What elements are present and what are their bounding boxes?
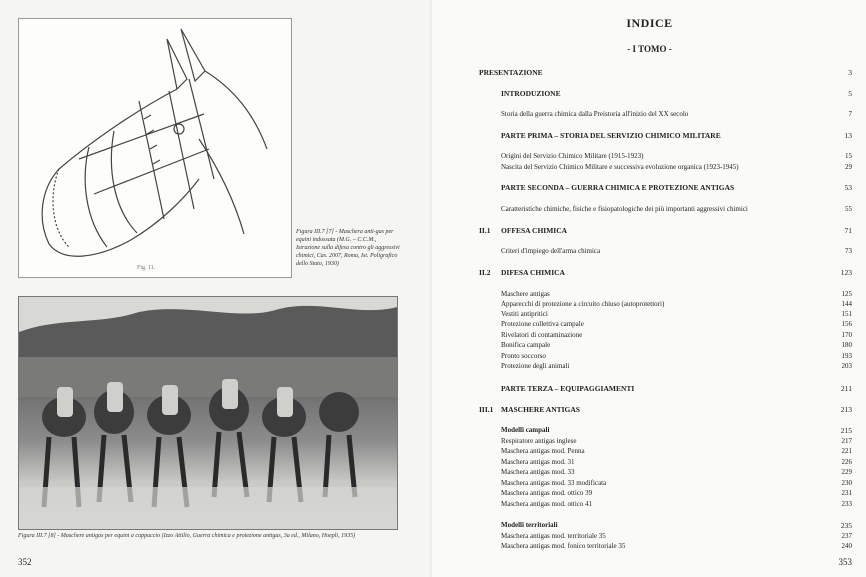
toc-entry-page: 125 [841,290,852,298]
toc-entry-page: 226 [841,458,852,466]
toc-entry-title: Rivelatori di contaminazione [501,331,583,339]
toc-entry-page: 230 [841,479,852,487]
toc-entry-title: PARTE PRIMA – STORIA DEL SERVIZIO CHIMICO MILITARE [501,131,721,140]
toc-entry [433,110,866,121]
toc-entry-page: 237 [841,532,852,540]
toc-entry-number: III.1 [479,405,494,414]
index-title: INDICE [626,16,673,30]
toc-entry-page: 193 [841,352,852,360]
toc-entry-title: Pronto soccorso [501,352,546,360]
toc-entry-page: 73 [845,247,852,255]
toc-entry-page: 144 [841,300,852,308]
toc-entry-title: Nascita del Servizio Chimico Militare e successiva evoluzione organica (1923-1945) [501,163,739,171]
toc-entry [433,152,866,163]
toc-entry [433,521,866,532]
toc-entry-page: 13 [844,131,852,140]
toc-entry [433,247,866,258]
toc-entry-title: Respiratore antigas inglese [501,437,577,445]
toc-entry [433,163,866,174]
toc-entry-title: DIFESA CHIMICA [501,268,565,277]
figure1-caption: Figura III.7 [7] - Maschera anti-gas per equini indossata (M.G. – C.C.M., Istruzione sulla difesa contro gli aggressivi chimici, Cas. 2007, Roma, Ist. Poligrafico dello Stato, 1930) [296,229,400,267]
toc-entry [433,226,866,237]
toc-entry-page: 123 [840,268,852,277]
figure-inner-label: Fig. 11. [137,265,156,271]
toc-entry [433,489,866,500]
toc-entry-page: 180 [841,341,852,349]
toc-entry-page: 213 [840,405,852,414]
toc-entry-title: MASCHERE ANTIGAS [501,405,580,414]
toc-entry-title: Maschera antigas mod. 31 [501,458,575,466]
toc-entry-title: Maschere antigas [501,290,550,298]
toc-entry-title: Criteri d'impiego dell'arma chimica [501,247,601,255]
right-page [433,0,866,577]
toc-entry [433,384,866,395]
toc-entry [433,341,866,352]
page-number-right: 353 [838,557,852,567]
figure2-caption: Figura III.7 [8] - Maschere antigas per equini a cappuccio (Izzo Attilio, Guerra chimica e protezione antigas, 3a ed., Milano, Hoepli, 1935) [18,533,356,539]
toc-entry-title: Apparecchi di protezione a circuito chiuso (autoprotettori) [501,300,665,308]
toc-entry-title: PARTE TERZA – EQUIPAGGIAMENTI [501,384,635,393]
toc-entry-number: II.1 [479,226,491,235]
toc-entry-title: Caratteristiche chimiche, fisiche e fisiopatologiche dei più importanti aggressivi chimici [501,205,748,213]
index-subtitle: - I TOMO - [627,44,672,54]
toc-entry-title: Maschera antigas mod. Penna [501,447,585,455]
toc-entry-page: 233 [841,500,852,508]
toc-entry-title: Protezione collettiva campale [501,320,584,328]
toc-entry-title: Origini del Servizio Chimico Militare (1915-1923) [501,152,644,160]
toc-entry-page: 3 [848,68,852,77]
toc-entry-page: 151 [841,310,852,318]
toc-entry-title: Maschera antigas mod. territoriale 35 [501,532,606,540]
horse-mask-illustration [19,19,291,277]
toc-entry [433,426,866,437]
toc-entry-title: Maschera antigas mod. ottico 39 [501,489,593,497]
toc-entry-title: OFFESA CHIMICA [501,226,568,235]
toc-entry-page: 221 [841,447,852,455]
toc-entry-title: Modelli territoriali [501,521,558,529]
toc-entry-title: Modelli campali [501,426,550,434]
toc-entry [433,447,866,458]
toc-entry [433,183,866,194]
toc-entry-page: 231 [841,489,852,497]
toc-entry-page: 215 [840,426,852,435]
toc-entry-title: Maschera antigas mod. 33 modificata [501,479,607,487]
parade-photo [19,297,397,529]
toc-entry-page: 211 [841,384,852,393]
toc-entry-page: 229 [841,468,852,476]
toc-entry-number: II.2 [479,268,491,277]
toc-entry [433,542,866,553]
figure-horse-gas-mask-drawing [18,18,292,278]
toc-entry-title: PARTE SECONDA – GUERRA CHIMICA E PROTEZIONE ANTIGAS [501,183,735,192]
toc-entry [433,268,866,279]
toc-entry-title: Maschera antigas mod. ottico 41 [501,500,593,508]
toc-entry [433,362,866,373]
toc-entry-title: Protezione degli animali [501,362,570,370]
toc-entry-page: 240 [841,542,852,550]
toc-entry-title: Maschera antigas mod. 33 [501,468,575,476]
toc-entry-page: 71 [844,226,852,235]
toc-entry-title: Storia della guerra chimica dalla Preistoria all'inizio del XX secolo [501,110,689,118]
toc-entry-page: 217 [841,437,852,445]
toc-entry-title: Vestiti antipritici [501,310,548,318]
toc-entry-page: 53 [844,183,852,192]
toc-entry-page: 203 [841,362,852,370]
toc-entry [433,68,866,79]
toc-entry-page: 170 [841,331,852,339]
toc-entry-title: Bonifica campale [501,341,551,349]
toc-entry [433,405,866,416]
toc-entry [433,468,866,479]
toc-entry-page: 55 [845,205,852,213]
toc-entry-title: INTRODUZIONE [501,89,561,98]
toc-entry-page: 29 [845,163,852,171]
toc-entry [433,320,866,331]
toc-entry-page: 235 [840,521,852,530]
toc-entry-page: 7 [848,110,852,118]
toc-entry [433,205,866,216]
toc-entry-page: 156 [841,320,852,328]
page-number-left: 352 [18,557,32,567]
toc-entry-page: 15 [845,152,852,160]
toc-entry [433,131,866,142]
toc-entry [433,89,866,100]
figure-horses-parade-photo [18,296,398,530]
toc-entry-title: Maschera antigas mod. fonico territoriale 35 [501,542,626,550]
toc-entry-page: 5 [848,89,852,98]
toc-entry-title: PRESENTAZIONE [479,68,543,77]
toc-entry [433,500,866,511]
